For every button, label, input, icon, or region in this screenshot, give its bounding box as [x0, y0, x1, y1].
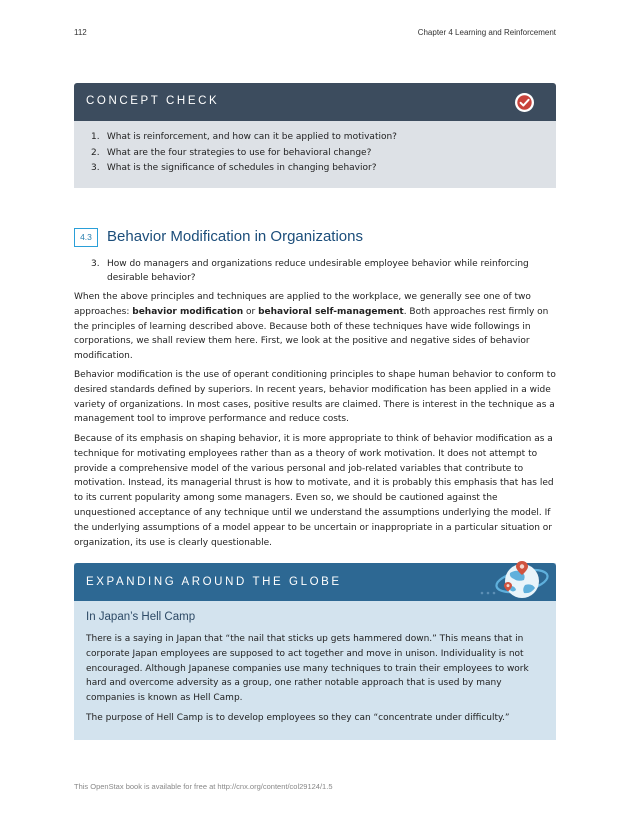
- globe-box-header: [74, 563, 556, 601]
- paragraph-approaches: [74, 290, 556, 364]
- objective-text: How do managers and organizations reduce undesirable employee behavior while reinforcing desirable behavior?: [107, 259, 529, 283]
- paragraph-text: . Both approaches rest firmly on the principles of learning described above. Because both of these techniques have wide followings in corporations, we shall review them here. First, we look at the positive and negative sides of behavior modification.: [74, 306, 549, 362]
- globe-icon: [478, 557, 550, 603]
- section-number: 4.3: [74, 228, 98, 247]
- paragraph-definition: Behavior modification is the use of operant conditioning principles to shape human behavior to conform to desired standards defined by superiors. In recent years, behavior modification has been applied in a wide variety of organizations. In most cases, positive results are claimed. There is interest in the technique as a management tool to improve performance and reduce costs.: [74, 370, 556, 425]
- section-heading: [74, 227, 556, 249]
- paragraph-text: or: [243, 306, 259, 317]
- list-item-text: What is reinforcement, and how can it be applied to motivation?: [106, 132, 397, 142]
- globe-box-title: EXPANDING AROUND THE GLOBE: [86, 576, 342, 588]
- concept-check-list: [91, 130, 556, 177]
- list-item-number: 2.: [91, 147, 100, 158]
- list-item-number: 1.: [91, 132, 100, 142]
- globe-box-paragraph: There is a saying in Japan that “the nail that sticks up gets hammered down.” This means that in corporate Japan employees are supposed to act together and move in unison. Individuality is not encouraged. Although Japanese companies use many techniques to train their employees to work hard and overcome adversity as a group, one rather notable approach that is used by many companies is known as Hell Camp.: [86, 634, 529, 704]
- check-icon: [515, 93, 534, 112]
- expanding-around-the-globe-box: [74, 563, 556, 740]
- concept-check-body: [74, 121, 556, 188]
- objective-number: 3.: [91, 259, 100, 269]
- list-item-number: 3.: [91, 163, 100, 173]
- page-number: 112: [74, 28, 87, 37]
- key-term-behavioral-self-management: behavioral self-management: [258, 306, 404, 317]
- list-item: [91, 161, 556, 177]
- list-item: [91, 146, 556, 162]
- concept-check-title: CONCEPT CHECK: [86, 95, 220, 107]
- list-item: [91, 130, 556, 146]
- list-item-text: What are the four strategies to use for behavioral change?: [106, 147, 372, 158]
- key-term-behavior-modification: behavior modification: [132, 306, 244, 317]
- page-header: [74, 28, 556, 40]
- paragraph-text: When the above principles and techniques are applied to the workplace, we generally see one of two approaches:: [74, 292, 531, 317]
- page-footer: This OpenStax book is available for free at http://cnx.org/content/col29124/1.5: [74, 782, 333, 791]
- chapter-title: Chapter 4 Learning and Reinforcement: [417, 28, 556, 37]
- learning-objective: [74, 257, 556, 285]
- paragraph-emphasis: Because of its emphasis on shaping behavior, it is more appropriate to think of behavior modification as a technique for motivating employees rather than as a theory of work motivation. It does not attempt to provide a comprehensive model of the various personal and job-related variables that contribute to motivation. Instead, its managerial thrust is how to motivate, and it is probably this emphasis that has led to its current popularity among some managers. Even so, we should be cautioned against the unquestioned acceptance of any technique until we understand the assumptions underlying the model. If the underlying assumptions of a model appear to be uncertain or inappropriate in a particular situation or organization, its use is clearly questionable.: [74, 434, 554, 548]
- globe-box-subtitle: In Japan’s Hell Camp: [86, 611, 196, 623]
- concept-check-box: [74, 83, 556, 188]
- concept-check-header: [74, 83, 556, 121]
- globe-box-paragraph: The purpose of Hell Camp is to develop employees so they can “concentrate under difficulty.”: [86, 713, 510, 723]
- section-title: Behavior Modification in Organizations: [107, 228, 363, 245]
- list-item-text: What is the significance of schedules in changing behavior?: [106, 163, 377, 173]
